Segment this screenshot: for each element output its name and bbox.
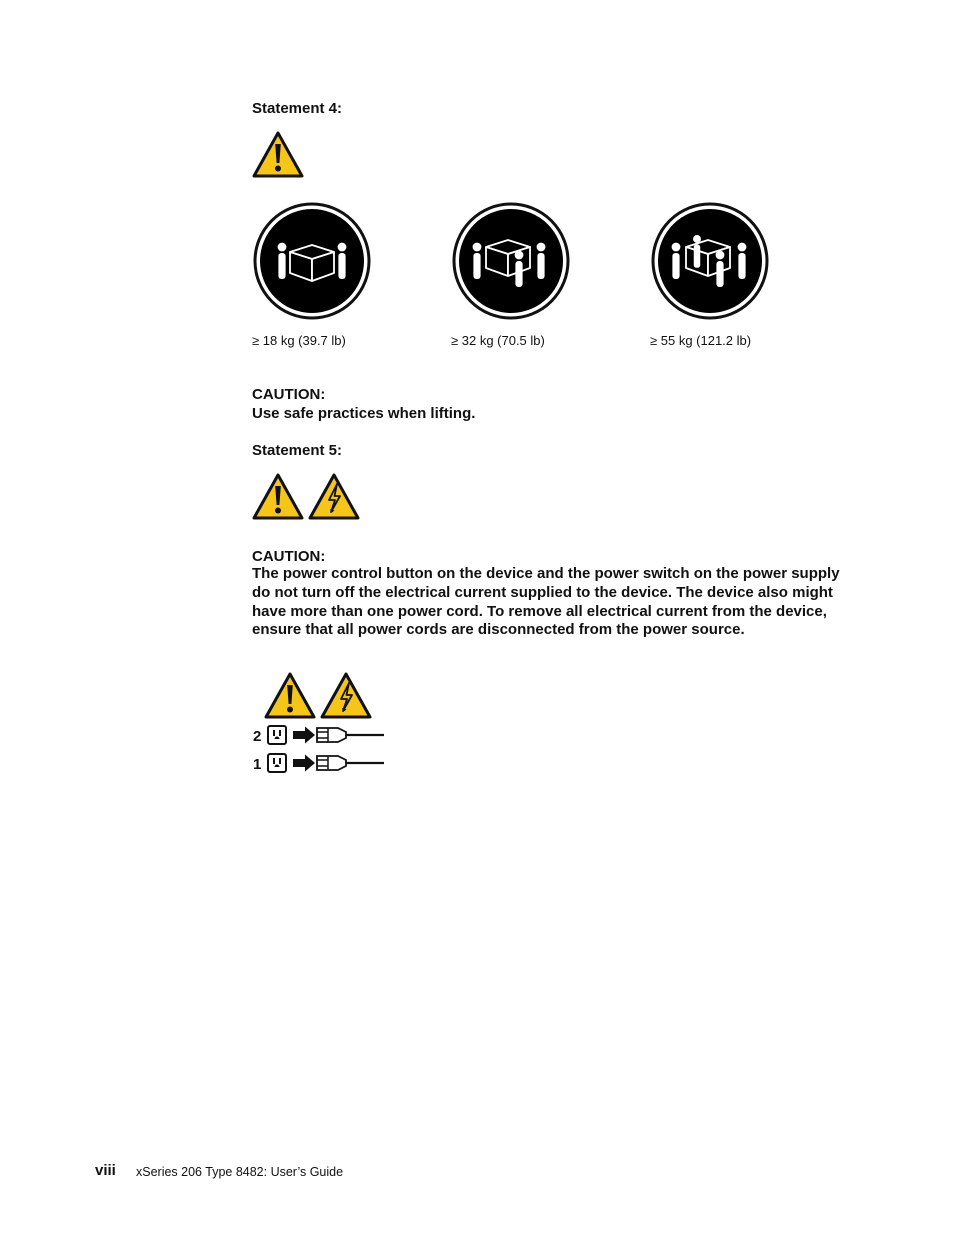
lifting-hazard-icon-three-people <box>650 201 770 321</box>
caution-label: CAUTION: <box>252 548 326 565</box>
caution-text: The power control button on the device and the power switch on the power supply do not turn off the electrical current supplied to the device. The device also might have more than one power cord. To remove all electrical current from the device, ensure that all power cords are disconnected from the power source. <box>252 565 840 639</box>
power-cord-diagram <box>266 724 388 746</box>
power-cord-number: 1 <box>253 756 262 773</box>
electrical-hazard-icon <box>308 472 362 520</box>
statement-4-heading: Statement 4: <box>252 100 343 117</box>
caution-label: CAUTION: <box>252 386 326 403</box>
weight-label-1: ≥ 18 kg (39.7 lb) <box>252 333 346 348</box>
power-cord-number: 2 <box>253 728 262 745</box>
statement-5-heading: Statement 5: <box>252 442 343 459</box>
warning-triangle-icon <box>264 671 318 719</box>
electrical-hazard-icon <box>320 671 374 719</box>
page-number: viii <box>95 1162 116 1179</box>
warning-triangle-icon <box>252 130 306 178</box>
warning-triangle-icon <box>252 472 306 520</box>
caution-text: Use safe practices when lifting. <box>252 405 476 422</box>
weight-label-3: ≥ 55 kg (121.2 lb) <box>650 333 752 348</box>
power-cord-diagram <box>266 752 388 774</box>
lifting-hazard-icon-two-people <box>451 201 571 321</box>
document-title: xSeries 206 Type 8482: User’s Guide <box>136 1165 344 1179</box>
lifting-hazard-icon-one-person <box>252 201 372 321</box>
weight-label-2: ≥ 32 kg (70.5 lb) <box>451 333 545 348</box>
